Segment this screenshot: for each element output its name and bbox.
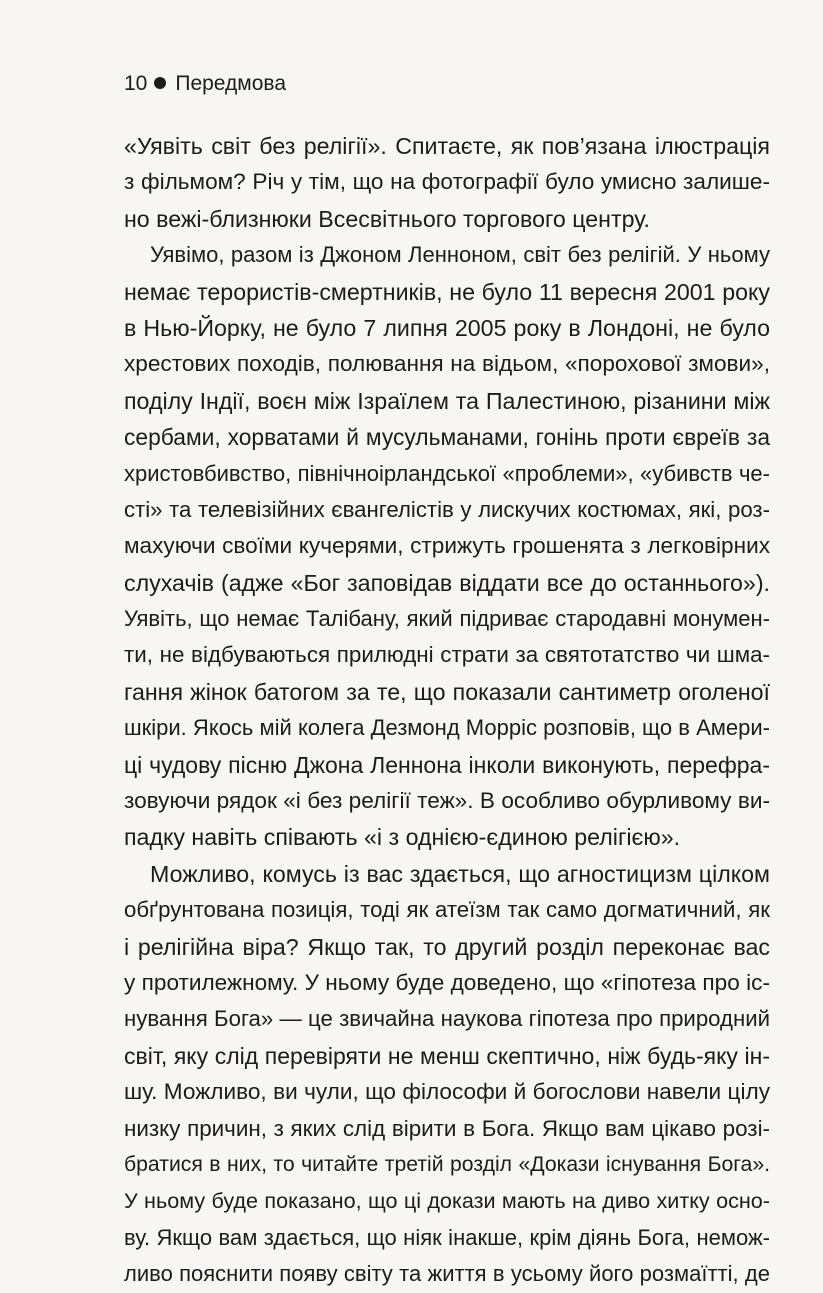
text-line: слухачів (адже «Бог заповідав віддати все до останнього»). [124, 569, 770, 596]
text-line: У ньому буде показано, що ці докази мають на диво хитку осно- [124, 1188, 770, 1214]
text-line: і релігійна віра? Якщо так, то другий розділ переконає вас [124, 933, 770, 960]
text-line: Можливо, комусь із вас здається, що агностицизм цілком [150, 860, 770, 887]
text-line: хрестових походів, полювання на відьом, «порохової змови», [124, 351, 770, 377]
text-line: з фільмом? Річ у тім, що на фотографії було умисно залише- [124, 169, 770, 195]
text-line: ці чудову пісню Джона Леннона інколи виконують, перефра- [124, 751, 770, 778]
text-line: нування Бога» — це звичайна наукова гіпотеза про природний [124, 1006, 770, 1032]
text-line: ву. Якщо вам здається, що ніяк інакше, крім діянь Бога, немож- [124, 1224, 770, 1250]
text-line: низку причин, з яких слід вірити в Бога. Якщо вам цікаво розі- [124, 1115, 770, 1141]
text-line: обґрунтована позиція, тоді як атеїзм так само догматичний, як [124, 897, 770, 923]
bullet-icon [154, 77, 166, 89]
text-line: христовбивство, північноірландської «проблеми», «убивств че- [124, 460, 770, 486]
text-line: махуючи своїми кучерями, стрижуть грошенята з легковірних [124, 533, 770, 559]
text-line: падку навіть співають «і з однією-єдиною релігією». [124, 824, 681, 851]
text-line: зовуючи рядок «і без релігії теж». В особливо обурливому ви- [124, 788, 770, 814]
text-line: братися в них, то читайте третій розділ «Докази існування Бога». [124, 1152, 770, 1176]
text-line: у протилежному. У ньому буде доведено, що «гіпотеза про іс- [124, 969, 770, 995]
text-line: ти, не відбуваються прилюдні страти за святотатство чи шма- [124, 642, 770, 668]
text-line: сербами, хорватами й мусульманами, гонінь проти євреїв за [124, 424, 770, 451]
text-line: но вежі-близнюки Всесвітнього торгового центру. [124, 205, 650, 232]
text-line: шу. Можливо, ви чули, що філософи й богослови навели цілу [124, 1079, 770, 1105]
text-line: сті» та телевізійних євангелістів у лискучих костюмах, які, роз- [124, 496, 770, 522]
page-number: 10 [124, 72, 148, 95]
running-head [124, 70, 286, 98]
text-line: поділу Індії, воєн між Ізраїлем та Палестиною, різанини між [124, 387, 770, 414]
text-line: «Уявіть світ без релігії». Спитаєте, як пов’язана ілюстрація [124, 133, 770, 159]
text-line: Уявімо, разом із Джоном Ленноном, світ без релігій. У ньому [150, 242, 770, 268]
text-line: ливо пояснити появу світу та життя в усьому його розмаїтті, де [124, 1261, 770, 1287]
text-line: гання жінок батогом за те, що показали сантиметр оголеної [124, 678, 770, 705]
text-line: немає терористів-смертників, не було 11 вересня 2001 року [124, 278, 770, 305]
body-text [124, 128, 770, 1293]
text-line: в Нью-Йорку, не було 7 липня 2005 року в Лондоні, не було [124, 314, 770, 341]
text-line: шкіри. Якось мій колега Дезмонд Морріс розповів, що в Амери- [124, 715, 770, 741]
section-title: Передмова [175, 72, 286, 95]
text-line: світ, яку слід перевіряти не менш скептично, ніж будь-яку ін- [124, 1042, 770, 1069]
text-line: Уявіть, що немає Талібану, який підриває стародавні монумен- [124, 606, 770, 632]
